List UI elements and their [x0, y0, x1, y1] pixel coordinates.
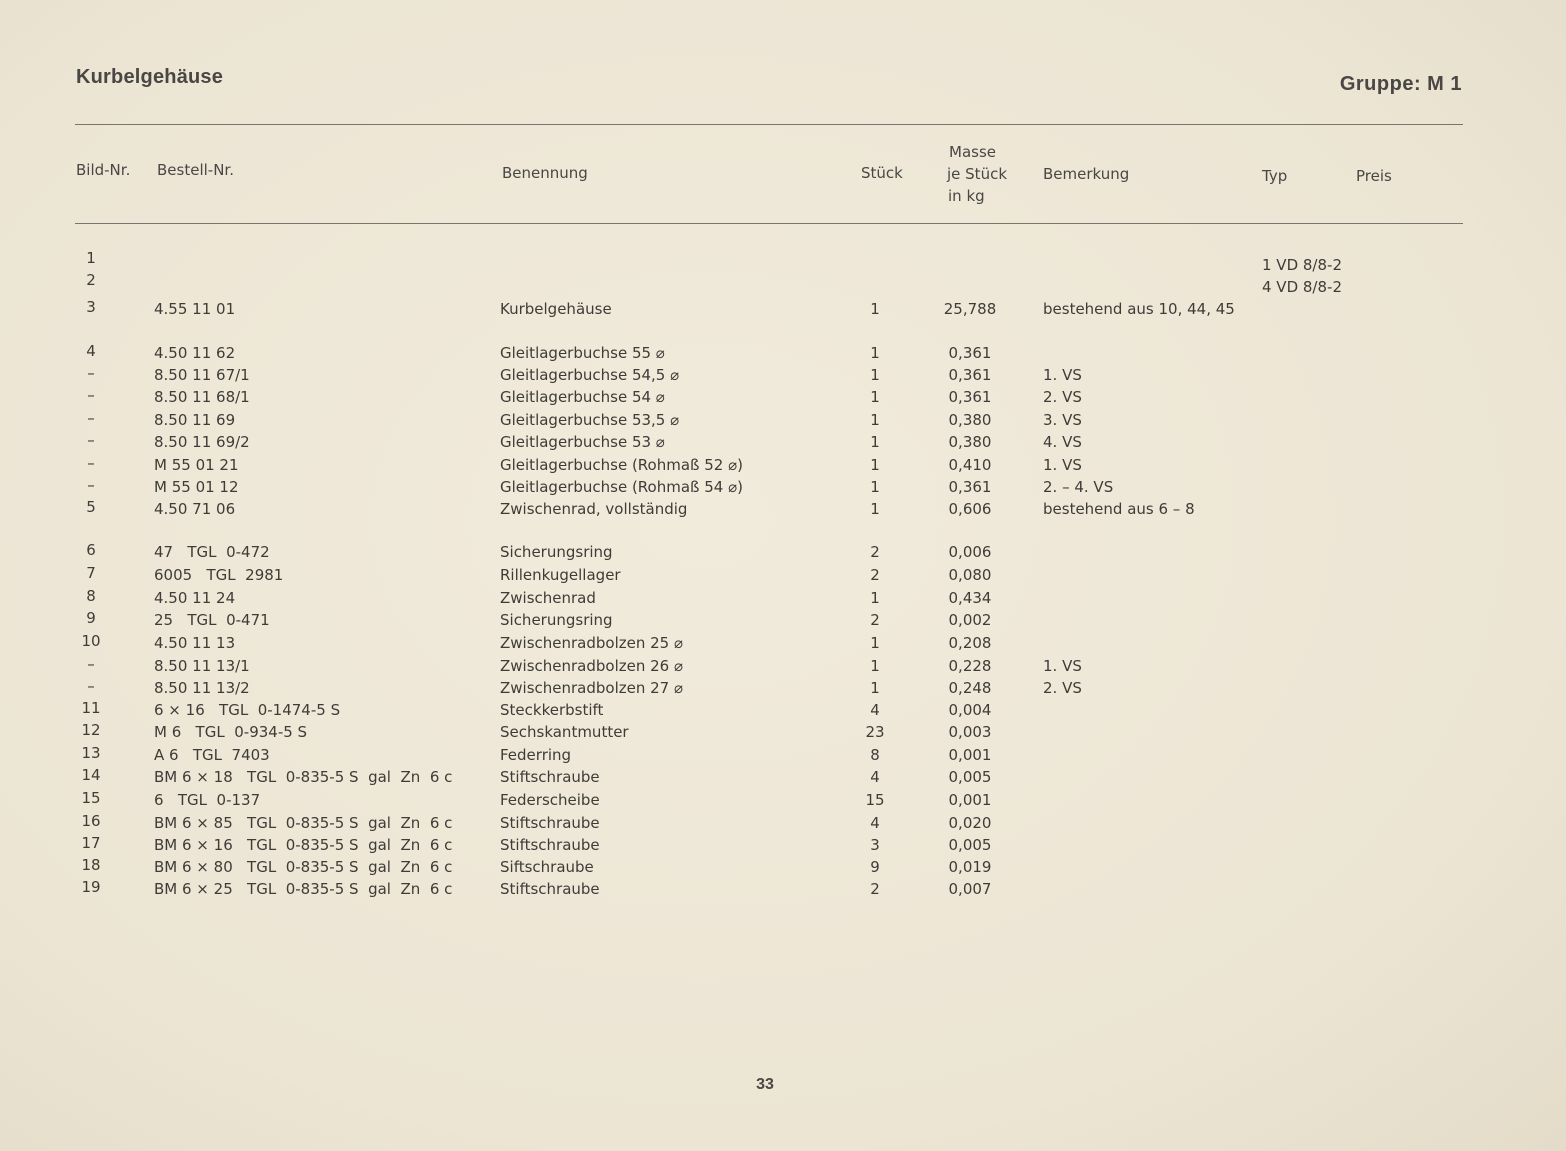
cell-bemerkung: 1. VS	[1043, 657, 1082, 675]
cell-bestell-nr: 8.50 11 13/2	[154, 679, 250, 697]
col-benennung: Benennung	[502, 164, 588, 182]
cell-bestell-nr: 4.55 11 01	[154, 300, 236, 318]
cell-bestell-nr: M 55 01 12	[154, 478, 239, 496]
cell-bild-nr: –	[87, 454, 95, 472]
cell-benennung: Steckkerbstift	[500, 701, 604, 719]
cell-bestell-nr: 4.50 11 13	[154, 634, 236, 652]
cell-bild-nr: 17	[81, 834, 101, 852]
cell-bild-nr: –	[87, 655, 95, 673]
cell-bestell-nr: 4.50 11 24	[154, 589, 236, 607]
header-bottom-rule	[75, 223, 1463, 224]
cell-masse: 0,361	[948, 344, 992, 362]
cell-stueck: 1	[870, 478, 880, 496]
cell-bild-nr: 9	[86, 609, 96, 627]
cell-benennung: Gleitlagerbuchse (Rohmaß 54 ⌀)	[500, 478, 743, 496]
cell-bestell-nr: BM 6 × 25 TGL 0-835-5 S gal Zn 6 c	[154, 880, 453, 898]
cell-benennung: Rillenkugellager	[500, 566, 621, 584]
cell-bestell-nr: 8.50 11 13/1	[154, 657, 250, 675]
cell-bestell-nr: 6005 TGL 2981	[154, 566, 284, 584]
cell-stueck: 3	[870, 836, 880, 854]
col-bemerkung: Bemerkung	[1043, 165, 1130, 183]
cell-masse: 0,006	[948, 543, 992, 561]
cell-masse: 0,380	[948, 433, 992, 451]
cell-benennung: Sechskantmutter	[500, 723, 629, 741]
cell-masse: 0,361	[948, 478, 992, 496]
col-stueck: Stück	[861, 164, 903, 182]
cell-benennung: Gleitlagerbuchse 54,5 ⌀	[500, 366, 680, 384]
cell-bild-nr: 3	[86, 298, 96, 316]
cell-bemerkung: 2. VS	[1043, 679, 1082, 697]
cell-benennung: Kurbelgehäuse	[500, 300, 612, 318]
cell-bild-nr: 12	[81, 721, 101, 739]
cell-masse: 0,004	[948, 701, 992, 719]
cell-masse: 0,208	[948, 634, 992, 652]
cell-benennung: Siftschraube	[500, 858, 594, 876]
cell-benennung: Sicherungsring	[500, 611, 613, 629]
cell-benennung: Gleitlagerbuchse 54 ⌀	[500, 388, 665, 406]
cell-stueck: 8	[870, 746, 880, 764]
cell-masse: 0,007	[948, 880, 992, 898]
cell-stueck: 1	[870, 634, 880, 652]
cell-bild-nr: 8	[86, 587, 96, 605]
col-typ: Typ	[1262, 167, 1288, 185]
cell-masse: 0,005	[948, 768, 992, 786]
cell-bestell-nr: M 6 TGL 0-934-5 S	[154, 723, 308, 741]
cell-bild-nr: 18	[81, 856, 101, 874]
cell-stueck: 1	[870, 679, 880, 697]
cell-stueck: 1	[870, 344, 880, 362]
cell-bestell-nr: A 6 TGL 7403	[154, 746, 270, 764]
cell-typ: 1 VD 8/8-2	[1262, 256, 1342, 274]
cell-masse: 0,606	[948, 500, 992, 518]
cell-bild-nr: –	[87, 476, 95, 494]
cell-benennung: Gleitlagerbuchse 53 ⌀	[500, 433, 665, 451]
cell-bestell-nr: 8.50 11 68/1	[154, 388, 250, 406]
cell-benennung: Stiftschraube	[500, 814, 600, 832]
cell-masse: 0,080	[948, 566, 992, 584]
cell-masse: 0,361	[948, 366, 992, 384]
cell-bild-nr: 6	[86, 541, 96, 559]
cell-bestell-nr: 8.50 11 69	[154, 411, 236, 429]
cell-bild-nr: –	[87, 409, 95, 427]
cell-bemerkung: 1. VS	[1043, 366, 1082, 384]
cell-bemerkung: bestehend aus 6 – 8	[1043, 500, 1195, 518]
cell-bild-nr: 7	[86, 564, 96, 582]
cell-typ: 4 VD 8/8-2	[1262, 278, 1342, 296]
cell-masse: 0,380	[948, 411, 992, 429]
cell-bild-nr: 13	[81, 744, 101, 762]
cell-bild-nr: 10	[81, 632, 101, 650]
cell-bild-nr: 15	[81, 789, 101, 807]
cell-bestell-nr: 6 × 16 TGL 0-1474-5 S	[154, 701, 341, 719]
cell-stueck: 2	[870, 543, 880, 561]
cell-stueck: 15	[865, 791, 885, 809]
cell-masse: 0,361	[948, 388, 992, 406]
cell-benennung: Zwischenradbolzen 25 ⌀	[500, 634, 684, 652]
cell-bestell-nr: 8.50 11 67/1	[154, 366, 250, 384]
page-number: 33	[756, 1076, 774, 1093]
cell-bemerkung: 3. VS	[1043, 411, 1082, 429]
cell-benennung: Zwischenrad	[500, 589, 596, 607]
cell-benennung: Gleitlagerbuchse 53,5 ⌀	[500, 411, 680, 429]
cell-benennung: Zwischenrad, vollständig	[500, 500, 688, 518]
cell-stueck: 9	[870, 858, 880, 876]
cell-benennung: Zwischenradbolzen 27 ⌀	[500, 679, 684, 697]
cell-benennung: Gleitlagerbuchse 55 ⌀	[500, 344, 665, 362]
cell-masse: 0,410	[948, 456, 992, 474]
col-preis: Preis	[1356, 167, 1392, 185]
col-bild-nr: Bild-Nr.	[76, 161, 131, 179]
cell-bestell-nr: 6 TGL 0-137	[154, 791, 261, 809]
group-label: Gruppe: M 1	[1339, 73, 1462, 95]
cell-bestell-nr: M 55 01 21	[154, 456, 239, 474]
cell-bild-nr: –	[87, 677, 95, 695]
cell-stueck: 1	[870, 589, 880, 607]
header-top-rule	[75, 124, 1463, 125]
cell-masse: 25,788	[943, 300, 997, 318]
col-masse-line1: Masse	[949, 143, 996, 161]
cell-stueck: 2	[870, 880, 880, 898]
cell-bild-nr: 4	[86, 342, 96, 360]
cell-stueck: 2	[870, 566, 880, 584]
cell-masse: 0,434	[948, 589, 992, 607]
cell-bestell-nr: BM 6 × 85 TGL 0-835-5 S gal Zn 6 c	[154, 814, 453, 832]
cell-masse: 0,005	[948, 836, 992, 854]
cell-benennung: Federscheibe	[500, 791, 600, 809]
cell-bild-nr: –	[87, 431, 95, 449]
col-masse-line3: in kg	[948, 187, 985, 205]
cell-stueck: 1	[870, 411, 880, 429]
cell-bild-nr: 11	[81, 699, 101, 717]
cell-masse: 0,248	[948, 679, 992, 697]
cell-masse: 0,001	[948, 746, 992, 764]
cell-benennung: Federring	[500, 746, 572, 764]
cell-bild-nr: –	[87, 386, 95, 404]
cell-stueck: 2	[870, 611, 880, 629]
cell-bestell-nr: 47 TGL 0-472	[154, 543, 270, 561]
cell-stueck: 1	[870, 300, 880, 318]
cell-stueck: 4	[870, 701, 880, 719]
page-title: Kurbelgehäuse	[76, 66, 224, 88]
cell-bild-nr: 2	[86, 271, 96, 289]
cell-benennung: Stiftschraube	[500, 836, 600, 854]
cell-benennung: Sicherungsring	[500, 543, 613, 561]
cell-masse: 0,020	[948, 814, 992, 832]
cell-bemerkung: bestehend aus 10, 44, 45	[1043, 300, 1235, 318]
cell-bestell-nr: 4.50 11 62	[154, 344, 236, 362]
cell-bestell-nr: BM 6 × 16 TGL 0-835-5 S gal Zn 6 c	[154, 836, 453, 854]
cell-stueck: 1	[870, 433, 880, 451]
cell-stueck: 1	[870, 456, 880, 474]
cell-benennung: Stiftschraube	[500, 880, 600, 898]
cell-bild-nr: –	[87, 364, 95, 382]
cell-stueck: 23	[865, 723, 885, 741]
cell-bestell-nr: 8.50 11 69/2	[154, 433, 250, 451]
cell-benennung: Zwischenradbolzen 26 ⌀	[500, 657, 684, 675]
cell-stueck: 1	[870, 366, 880, 384]
cell-bild-nr: 14	[81, 766, 101, 784]
cell-bemerkung: 4. VS	[1043, 433, 1082, 451]
cell-bestell-nr: 4.50 71 06	[154, 500, 236, 518]
cell-masse: 0,002	[948, 611, 992, 629]
cell-stueck: 1	[870, 388, 880, 406]
cell-benennung: Gleitlagerbuchse (Rohmaß 52 ⌀)	[500, 456, 743, 474]
cell-bestell-nr: 25 TGL 0-471	[154, 611, 270, 629]
cell-bestell-nr: BM 6 × 80 TGL 0-835-5 S gal Zn 6 c	[154, 858, 453, 876]
cell-stueck: 1	[870, 657, 880, 675]
col-bestell-nr: Bestell-Nr.	[157, 161, 234, 179]
cell-bild-nr: 16	[81, 812, 101, 830]
cell-bemerkung: 2. VS	[1043, 388, 1082, 406]
cell-bild-nr: 5	[86, 498, 96, 516]
cell-benennung: Stiftschraube	[500, 768, 600, 786]
cell-masse: 0,019	[948, 858, 992, 876]
cell-bemerkung: 2. – 4. VS	[1043, 478, 1114, 496]
cell-stueck: 1	[870, 500, 880, 518]
cell-bild-nr: 1	[86, 249, 96, 267]
cell-bestell-nr: BM 6 × 18 TGL 0-835-5 S gal Zn 6 c	[154, 768, 453, 786]
cell-masse: 0,003	[948, 723, 992, 741]
cell-stueck: 4	[870, 814, 880, 832]
cell-masse: 0,228	[948, 657, 992, 675]
cell-masse: 0,001	[948, 791, 992, 809]
col-masse-line2: je Stück	[947, 165, 1008, 183]
cell-bild-nr: 19	[81, 878, 101, 896]
cell-stueck: 4	[870, 768, 880, 786]
cell-bemerkung: 1. VS	[1043, 456, 1082, 474]
